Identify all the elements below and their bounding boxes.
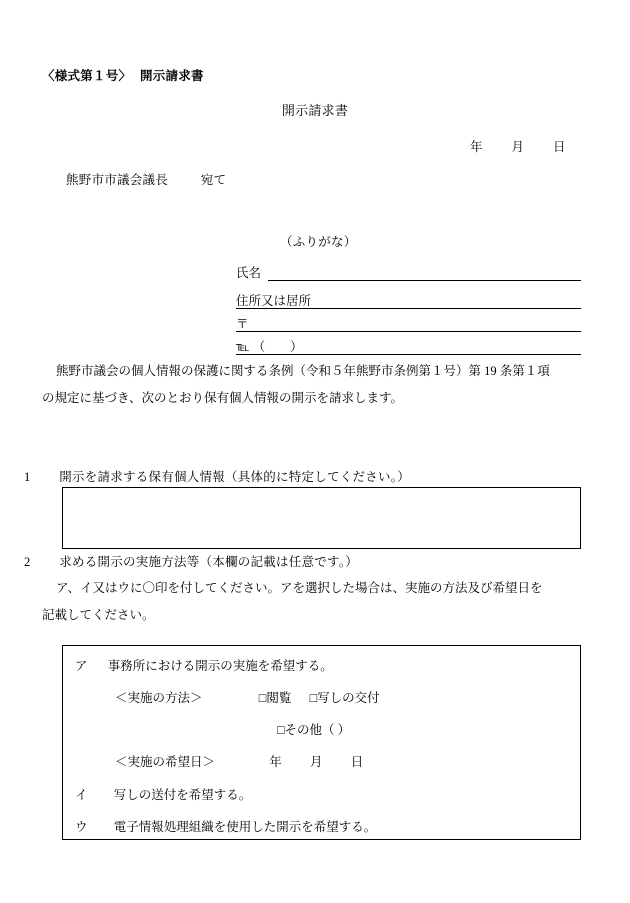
- name-input-rule[interactable]: [268, 280, 581, 281]
- tel-label: ℡: [236, 340, 250, 354]
- option-u-mark: ウ: [75, 820, 88, 834]
- option-a-text: 事務所における開示の実施を希望する。: [107, 659, 333, 673]
- instruction-line-2: 記載してください。: [42, 607, 155, 622]
- legal-basis-line-1: 熊野市議会の個人情報の保護に関する条例（令和５年熊野市条例第１号）第 19 条第１項: [56, 364, 550, 378]
- address-input-rule[interactable]: [236, 308, 581, 309]
- tel-paren: （ ）: [252, 340, 303, 354]
- option-i-text: 写しの送付を希望する。: [113, 788, 252, 802]
- hope-date-month[interactable]: 月: [310, 755, 323, 769]
- date-line: [470, 137, 566, 155]
- option-a-row[interactable]: [75, 656, 333, 674]
- hope-date-row: [115, 752, 363, 770]
- tel-line: [236, 337, 303, 355]
- postal-label: 〒: [236, 317, 249, 331]
- option-u-row[interactable]: [75, 817, 376, 835]
- date-year: 年: [470, 140, 483, 154]
- method-label: ＜実施の方法＞: [115, 691, 203, 705]
- requested-info-textarea[interactable]: [62, 487, 581, 549]
- option-a-mark: ア: [75, 659, 88, 673]
- section-1-number: 1: [24, 470, 31, 484]
- section-2-heading: [24, 552, 358, 570]
- form-label: 開示請求書: [140, 69, 204, 83]
- option-u-text: 電子情報処理組織を使用した開示を希望する。: [113, 820, 377, 834]
- disclosure-method-box: [62, 645, 581, 840]
- address-label: 住所又は居所: [236, 294, 312, 308]
- postal-input-rule[interactable]: [236, 331, 581, 332]
- section-1-heading: [24, 467, 410, 485]
- addressee-line: [66, 170, 226, 188]
- section-2-number: 2: [24, 555, 31, 569]
- addressee-suffix: 宛て: [200, 173, 227, 187]
- addressee-name: 熊野市市議会議長: [66, 173, 169, 187]
- tel-input-rule[interactable]: [236, 354, 581, 355]
- section-2-instruction: [42, 575, 588, 629]
- form-number: 〈様式第１号〉: [42, 69, 132, 83]
- hope-date-year[interactable]: 年: [269, 755, 282, 769]
- legal-basis-paragraph: [42, 358, 588, 412]
- name-label: 氏名: [236, 266, 262, 280]
- hope-date-label: ＜実施の希望日＞: [115, 755, 216, 769]
- document-title: 開示請求書: [281, 103, 349, 118]
- legal-basis-line-2: の規定に基づき、次のとおり保有個人情報の開示を請求します。: [42, 390, 404, 405]
- option-i-mark: イ: [75, 788, 88, 802]
- date-month: 月: [511, 140, 525, 154]
- option-i-row[interactable]: [75, 785, 251, 803]
- checkbox-viewing[interactable]: □閲覧: [258, 691, 292, 705]
- section-2-label: 求める開示の実施方法等（本欄の記載は任意です。）: [59, 555, 359, 569]
- section-1-label: 開示を請求する保有個人情報（具体的に特定してください。）: [59, 470, 411, 484]
- date-day: 日: [553, 140, 566, 154]
- checkbox-other[interactable]: □その他（ ）: [277, 723, 351, 737]
- checkbox-copy-delivery[interactable]: □写しの交付: [309, 691, 380, 705]
- instruction-line-1: ア、イ又はウに〇印を付してください。アを選択した場合は、実施の方法及び希望日を: [56, 581, 543, 595]
- furigana-label: （ふりがな）: [280, 235, 357, 249]
- hope-date-day[interactable]: 日: [350, 755, 364, 769]
- method-row: [115, 688, 380, 706]
